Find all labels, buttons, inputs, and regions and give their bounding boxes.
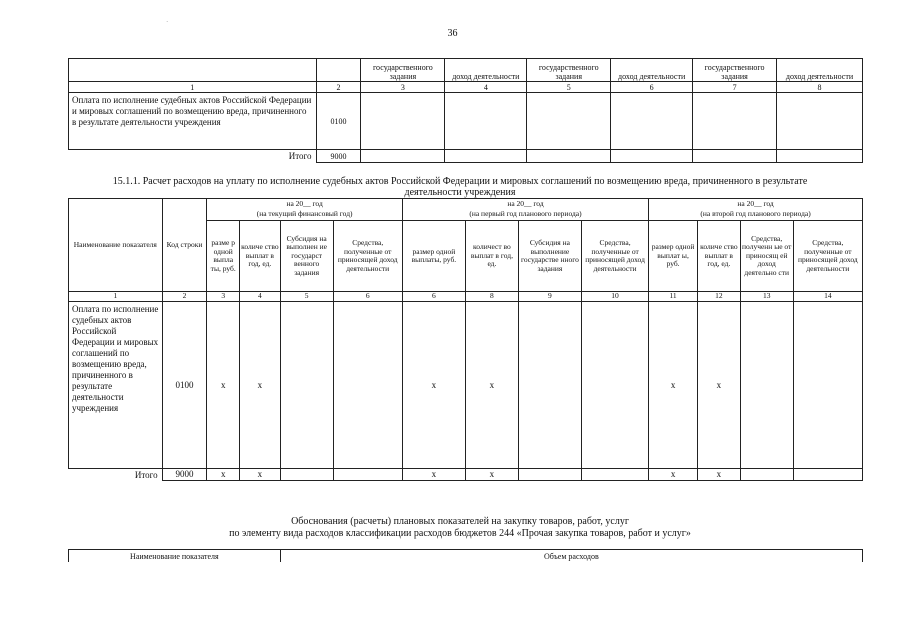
col-number: 3 [361, 82, 445, 93]
subcol-header: количест во выплат в год, ед. [465, 221, 518, 292]
total-mark: x [465, 469, 518, 481]
row-mark [333, 302, 402, 469]
header-cell: доход деятельности [445, 59, 527, 82]
col-number: 9 [518, 292, 581, 302]
subcol-header: Средства, полученные от приносящей доход деятельности [581, 221, 648, 292]
row-mark: x [649, 302, 698, 469]
col-number: 3 [207, 292, 240, 302]
table-procurement [68, 549, 863, 562]
period-year: на 20__ год [649, 199, 863, 210]
col-number: 5 [280, 292, 333, 302]
table-cell [361, 93, 445, 150]
col-name-header: Наименование показателя [69, 199, 163, 292]
col-number: 6 [611, 82, 693, 93]
table-continuation [68, 58, 863, 163]
col-number: 6 [333, 292, 402, 302]
header-cell: доход деятельности [611, 59, 693, 82]
subcol-header: Субсидия на выполнение государстве нного задания [518, 221, 581, 292]
subcol-header: Средства, полученные от приносящей доход деятельности [333, 221, 402, 292]
col-number: 2 [316, 82, 361, 93]
table-cell [777, 150, 863, 163]
subcol-header: Субсидия на выполнен ие государст венного задания [280, 221, 333, 292]
total-mark [333, 469, 402, 481]
table-cell [527, 93, 611, 150]
total-mark [518, 469, 581, 481]
section-title: 15.1.1. Расчет расходов на уплату по исполнение судебных актов Российской Федерации и мировых соглашений по возмещению вреда, причиненного в результате деятельности учреждения [112, 176, 808, 198]
page-mark: · [166, 18, 169, 26]
header-cell: доход деятельности [777, 59, 863, 82]
total-code: 9000 [316, 150, 361, 163]
page-number: 36 [447, 28, 458, 39]
col-number: 11 [649, 292, 698, 302]
total-code: 9000 [162, 469, 207, 481]
total-mark: x [402, 469, 465, 481]
table-cell [611, 93, 693, 150]
header-cell: государственного задания [693, 59, 777, 82]
row-mark [793, 302, 862, 469]
col-number: 6 [402, 292, 465, 302]
col-number: 1 [69, 82, 317, 93]
row-mark [280, 302, 333, 469]
total-mark: x [207, 469, 240, 481]
header-cell-empty [69, 59, 317, 82]
period-desc: (на первый год планового периода) [402, 209, 648, 221]
section3-title-line1: Обоснования (расчеты) плановых показателей на закупку товаров, работ, услуг [291, 516, 629, 527]
row-code: 0100 [162, 302, 207, 469]
section3-title [200, 516, 720, 540]
table-cell [611, 150, 693, 163]
section3-title-line2: по элементу вида расходов классификации расходов бюджетов 244 «Прочая закупка товаров, работ и услуг» [229, 528, 691, 539]
row-mark: x [207, 302, 240, 469]
total-mark [740, 469, 793, 481]
row-mark [740, 302, 793, 469]
procurement-col-name: Наименование показателя [69, 550, 281, 563]
total-label: Итого [69, 150, 317, 163]
period-desc: (на текущий финансовый год) [207, 209, 402, 221]
subcol-header: Средства, полученн ые от приносящ ей доход деятельно сти [740, 221, 793, 292]
row-name: Оплата по исполнение судебных актов Российской Федерации и мировых соглашений по возмещению вреда, причиненного в результате деятельности учреждения [69, 93, 317, 150]
col-number: 1 [69, 292, 163, 302]
table-cell [693, 93, 777, 150]
total-mark [793, 469, 862, 481]
table-cell [527, 150, 611, 163]
subcol-header: количе ство выплат в год, ед. [698, 221, 741, 292]
col-number: 4 [239, 292, 280, 302]
row-mark: x [239, 302, 280, 469]
total-mark: x [698, 469, 741, 481]
col-number: 8 [777, 82, 863, 93]
row-name: Оплата по исполнение судебных актов Российской Федерации и мировых соглашений по возмещению вреда, причиненного в результате деятельности учреждения [69, 302, 163, 469]
row-mark: x [698, 302, 741, 469]
total-row [69, 469, 863, 481]
subcol-header: размер одной выплат ы, руб. [649, 221, 698, 292]
col-number: 8 [465, 292, 518, 302]
header-cell: государственного задания [527, 59, 611, 82]
col-number: 5 [527, 82, 611, 93]
col-number: 2 [162, 292, 207, 302]
total-label: Итого [69, 469, 163, 481]
total-mark: x [239, 469, 280, 481]
table-cell [445, 150, 527, 163]
subcol-header: размер одной выплаты, руб. [402, 221, 465, 292]
col-number: 12 [698, 292, 741, 302]
subcol-header: Средства, полученные от приносящей доход деятельности [793, 221, 862, 292]
table-row [69, 302, 863, 469]
col-number: 10 [581, 292, 648, 302]
row-mark [581, 302, 648, 469]
total-mark [581, 469, 648, 481]
procurement-col-amount: Объем расходов [280, 550, 862, 563]
table-court-payments [68, 198, 863, 481]
table-cell [693, 150, 777, 163]
row-mark: x [402, 302, 465, 469]
row-mark: x [465, 302, 518, 469]
period-year: на 20__ год [207, 199, 402, 210]
col-number: 7 [693, 82, 777, 93]
subcol-header: количе ство выплат в год, ед. [239, 221, 280, 292]
col-number: 4 [445, 82, 527, 93]
row-mark [518, 302, 581, 469]
period-year: на 20__ год [402, 199, 648, 210]
col-code-header: Код строки [162, 199, 207, 292]
table-cell [361, 150, 445, 163]
total-mark [280, 469, 333, 481]
subcol-header: разме р одной выпла ты, руб. [207, 221, 240, 292]
row-code: 0100 [316, 93, 361, 150]
total-mark: x [649, 469, 698, 481]
table-cell [445, 93, 527, 150]
total-row [69, 150, 863, 163]
table-row [69, 93, 863, 150]
col-number: 13 [740, 292, 793, 302]
header-cell-empty [316, 59, 361, 82]
period-desc: (на второй год планового периода) [649, 209, 863, 221]
col-number: 14 [793, 292, 862, 302]
header-cell: государственного задания [361, 59, 445, 82]
table-cell [777, 93, 863, 150]
